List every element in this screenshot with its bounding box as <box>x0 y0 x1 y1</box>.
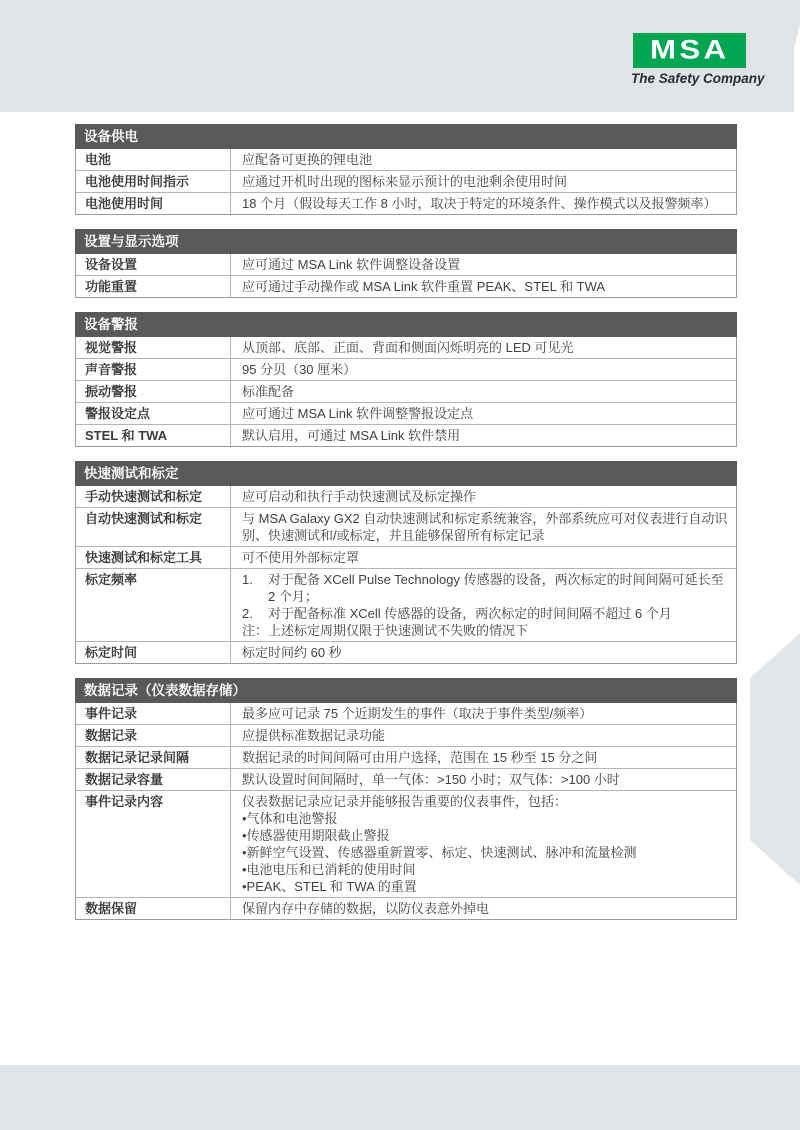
row-label: 警报设定点 <box>76 403 231 424</box>
row-label: 标定频率 <box>76 569 231 641</box>
msa-logo-green-box <box>633 33 746 68</box>
table-body <box>75 703 737 920</box>
table-row <box>76 897 736 919</box>
row-value: 95 分贝（30 厘米） <box>242 362 357 377</box>
table-body <box>75 337 737 447</box>
bullet-item: •传感器使用期限截止警报 <box>242 828 390 843</box>
row-value: 应可启动和执行手动快速测试及标定操作 <box>242 489 477 504</box>
row-value: 从顶部、底部、正面、背面和侧面闪烁明亮的 LED 可见光 <box>242 340 574 355</box>
row-value <box>231 569 736 641</box>
item-number: 2. <box>242 606 253 621</box>
row-value: 应可通过手动操作或 MSA Link 软件重置 PEAK、STEL 和 TWA <box>242 279 606 294</box>
table-title: 数据记录（仪表数据存储） <box>75 678 737 703</box>
table-body <box>75 254 737 298</box>
table-row <box>76 170 736 192</box>
bullet-item: •新鲜空气设置、传感器重新置零、标定、快速测试、脉冲和流量检测 <box>242 845 637 860</box>
item-text: 对于配备标准 XCell 传感器的设备，两次标定的时间间隔不超过 6 个月 <box>268 606 672 621</box>
table-row-calibration-frequency <box>76 568 736 641</box>
row-value: 应通过开机时出现的图标来显示预计的电池剩余使用时间 <box>242 174 568 189</box>
row-label: 事件记录内容 <box>76 791 231 897</box>
row-value: 最多应可记录 75 个近期发生的事件（取决于事件类型/频率） <box>242 706 593 721</box>
row-label: 设备设置 <box>76 254 231 275</box>
row-value: 应可通过 MSA Link 软件调整设备设置 <box>242 257 461 272</box>
item-text: 对于配备 XCell Pulse Technology 传感器的设备，两次标定的时间间隔可延长至 2 个月； <box>268 572 724 604</box>
row-label: 手动快速测试和标定 <box>76 486 231 507</box>
row-label: 振动警报 <box>76 381 231 402</box>
table-body <box>75 149 737 215</box>
row-value: 应可通过 MSA Link 软件调整警报设定点 <box>242 406 474 421</box>
row-label: 电池使用时间指示 <box>76 171 231 192</box>
row-label: STEL 和 TWA <box>76 425 231 446</box>
row-label: 数据保留 <box>76 898 231 919</box>
table-row <box>76 192 736 214</box>
table-row <box>76 507 736 546</box>
table-row <box>76 768 736 790</box>
row-value: 可不使用外部标定罩 <box>242 550 360 565</box>
table-row <box>76 380 736 402</box>
bullet-item: •电池电压和已消耗的使用时间 <box>242 862 416 877</box>
note-line: 注：上述标定周期仅限于快速测试不失败的情况下 <box>242 623 529 638</box>
row-value: 保留内存中存储的数据，以防仪表意外掉电 <box>242 901 490 916</box>
table-row-event-log-content <box>76 790 736 897</box>
row-value: 标定时间约 60 秒 <box>242 645 342 660</box>
row-label: 声音警报 <box>76 359 231 380</box>
row-value: 与 MSA Galaxy GX2 自动快速测试和标定系统兼容，外部系统应可对仪表进行自动识别、快速测试和/或标定，并且能够保留所有标定记录 <box>242 511 728 543</box>
table-row <box>76 149 736 170</box>
table-title: 设备警报 <box>75 312 737 337</box>
row-label: 视觉警报 <box>76 337 231 358</box>
table-device-power <box>75 124 737 215</box>
row-label: 标定时间 <box>76 642 231 663</box>
row-label: 数据记录记录间隔 <box>76 747 231 768</box>
numbered-item <box>242 571 728 605</box>
row-value: 应配备可更换的锂电池 <box>242 152 373 167</box>
row-value: 默认设置时间间隔时，单一气体：>150 小时；双气体：>100 小时 <box>242 772 620 787</box>
table-body <box>75 486 737 664</box>
row-label: 功能重置 <box>76 276 231 297</box>
bullet-item: •气体和电池警报 <box>242 811 338 826</box>
table-row <box>76 486 736 507</box>
msa-logo-tagline: The Safety Company <box>631 71 765 86</box>
intro-line: 仪表数据记录应记录并能够报告重要的仪表事件，包括： <box>242 794 568 809</box>
table-row <box>76 703 736 724</box>
numbered-item <box>242 605 728 622</box>
right-diagonal-accent-shape <box>750 633 800 885</box>
table-title: 设备供电 <box>75 124 737 149</box>
table-title: 设置与显示选项 <box>75 229 737 254</box>
table-settings-display <box>75 229 737 298</box>
row-value: 标准配备 <box>242 384 295 399</box>
table-row <box>76 358 736 380</box>
table-row <box>76 424 736 446</box>
table-row <box>76 546 736 568</box>
spec-document <box>75 124 737 934</box>
msa-logo-wordmark: MSA <box>649 35 730 65</box>
bottom-gray-band <box>0 1065 800 1130</box>
table-row <box>76 402 736 424</box>
row-value: 18 个月（假设每天工作 8 小时，取决于特定的环境条件、操作模式以及报警频率） <box>242 196 717 211</box>
row-value: 应提供标准数据记录功能 <box>242 728 386 743</box>
row-value <box>231 791 736 897</box>
bullet-item: •PEAK、STEL 和 TWA 的重置 <box>242 879 417 894</box>
row-label: 电池 <box>76 149 231 170</box>
table-row <box>76 641 736 663</box>
row-label: 事件记录 <box>76 703 231 724</box>
row-label: 数据记录 <box>76 725 231 746</box>
table-row <box>76 254 736 275</box>
row-label: 自动快速测试和标定 <box>76 508 231 546</box>
table-datalogging <box>75 678 737 920</box>
msa-logo <box>631 33 765 86</box>
row-value: 默认启用，可通过 MSA Link 软件禁用 <box>242 428 461 443</box>
table-row <box>76 724 736 746</box>
row-value: 数据记录的时间间隔可由用户选择，范围在 15 秒至 15 分之间 <box>242 750 598 765</box>
table-bump-test-calibration <box>75 461 737 664</box>
table-title: 快速测试和标定 <box>75 461 737 486</box>
row-label: 数据记录容量 <box>76 769 231 790</box>
table-device-alarms <box>75 312 737 447</box>
item-number: 1. <box>242 572 253 587</box>
table-row <box>76 275 736 297</box>
row-label: 电池使用时间 <box>76 193 231 214</box>
table-row <box>76 337 736 358</box>
table-row <box>76 746 736 768</box>
row-label: 快速测试和标定工具 <box>76 547 231 568</box>
